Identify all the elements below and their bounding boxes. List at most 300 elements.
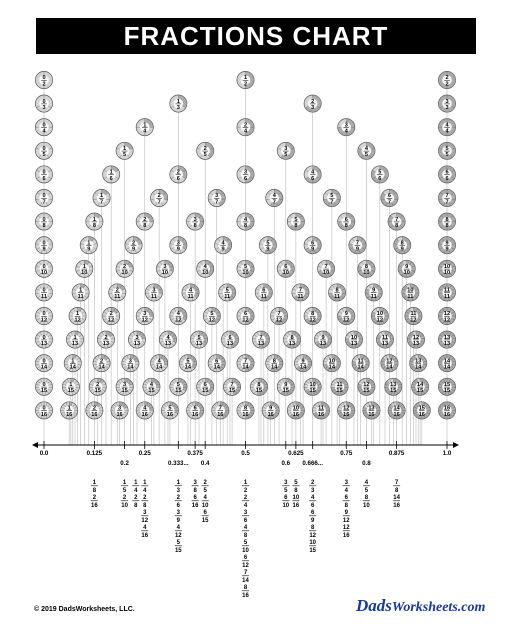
numerator: 5 <box>168 405 172 412</box>
numerator: 0 <box>42 193 46 200</box>
fraction-circle <box>97 331 114 348</box>
denominator: 9 <box>221 246 225 253</box>
fraction-circle <box>219 284 236 301</box>
equivalent-numerator: 9 <box>344 510 348 516</box>
numerator: 0 <box>42 240 46 247</box>
denominator: 13 <box>102 341 110 347</box>
numerator: 6 <box>262 287 266 294</box>
denominator: 11 <box>370 293 377 300</box>
denominator: 16 <box>40 411 48 418</box>
fraction-circle <box>323 355 340 372</box>
numerator: 1 <box>79 287 83 294</box>
numerator: 7 <box>230 382 234 388</box>
fraction-circle <box>252 331 269 348</box>
numerator: 2 <box>96 382 100 388</box>
equivalent-denominator: 5 <box>203 488 207 494</box>
fraction-circle <box>438 142 455 159</box>
denominator: 15 <box>202 388 209 395</box>
fraction-circle <box>197 142 214 159</box>
denominator: 5 <box>364 152 368 159</box>
denominator: 11 <box>187 293 194 300</box>
denominator: 5 <box>445 152 449 159</box>
denominator: 15 <box>336 388 343 395</box>
numerator: 16 <box>443 405 451 412</box>
fraction-circle <box>208 355 225 372</box>
numerator: 5 <box>330 193 334 200</box>
equivalent-numerator: 4 <box>243 525 248 531</box>
denominator: 5 <box>42 152 46 159</box>
denominator: 14 <box>443 364 451 371</box>
denominator: 12 <box>74 317 81 324</box>
denominator: 9 <box>131 246 136 253</box>
fraction-circle <box>103 307 120 324</box>
numerator: 4 <box>243 216 248 223</box>
numerator: 3 <box>128 358 132 365</box>
equivalent-numerator: 8 <box>243 585 248 591</box>
numerator: 4 <box>188 287 193 294</box>
fraction-circle <box>438 237 455 254</box>
fraction-circle <box>283 331 300 348</box>
numerator: 13 <box>443 334 451 341</box>
axis-tick-label: 0.333... <box>167 460 189 467</box>
numerator: 15 <box>418 405 425 412</box>
denominator: 13 <box>412 341 420 347</box>
equivalent-numerator: 2 <box>311 480 315 486</box>
denominator: 7 <box>387 199 391 206</box>
denominator: 9 <box>400 246 404 253</box>
numerator: 1 <box>123 146 127 152</box>
equivalent-denominator: 4 <box>243 503 248 509</box>
axis-arrow-right <box>453 442 459 448</box>
numerator: 0 <box>42 311 46 318</box>
equivalent-numerator: 14 <box>393 495 400 501</box>
denominator: 15 <box>417 388 424 395</box>
equivalent-column <box>292 480 299 509</box>
denominator: 5 <box>203 152 207 159</box>
numerator: 11 <box>336 382 343 388</box>
equivalent-numerator: 3 <box>143 510 147 516</box>
denominator: 10 <box>40 270 48 277</box>
denominator: 14 <box>98 364 105 371</box>
numerator: 7 <box>324 264 328 270</box>
equivalent-numerator: 6 <box>203 510 207 516</box>
fraction-circle <box>128 331 145 348</box>
equivalent-fractions <box>91 480 401 599</box>
numerator: 2 <box>115 287 119 294</box>
fraction-circle <box>116 142 133 159</box>
denominator: 8 <box>294 223 298 229</box>
numerator: 2 <box>104 334 108 341</box>
numerator: 0 <box>42 358 46 365</box>
fraction-circle <box>328 284 345 301</box>
fraction-circle <box>331 378 348 395</box>
numerator: 7 <box>395 216 399 223</box>
fraction-circle <box>277 378 294 395</box>
equivalent-numerator: 12 <box>342 525 350 531</box>
numerator: 9 <box>301 358 305 365</box>
numerator: 3 <box>445 98 449 105</box>
denominator: 15 <box>67 388 74 395</box>
brand-logo <box>356 596 485 616</box>
numerator: 8 <box>272 358 276 365</box>
denominator: 14 <box>184 364 192 371</box>
denominator: 15 <box>255 388 263 395</box>
numerator: 7 <box>298 287 303 294</box>
fraction-circle <box>215 237 232 254</box>
fraction-circle <box>223 378 240 395</box>
denominator: 12 <box>275 317 283 324</box>
fraction-circle <box>151 355 168 372</box>
fraction-circle <box>405 307 422 324</box>
fraction-circle <box>323 189 340 206</box>
equivalent-denominator: 5 <box>284 488 288 494</box>
equivalent-numerator: 10 <box>292 495 300 501</box>
fraction-circle <box>438 213 455 230</box>
numerator: 10 <box>292 405 299 412</box>
denominator: 16 <box>343 411 350 418</box>
equivalent-numerator: 3 <box>243 510 248 516</box>
numerator: 0 <box>42 75 46 82</box>
denominator: 14 <box>40 364 48 371</box>
equivalent-denominator: 8 <box>294 488 298 494</box>
denominator: 16 <box>267 411 274 418</box>
numerator: 5 <box>210 311 214 318</box>
numerator: 2 <box>143 216 147 223</box>
fraction-circle <box>136 307 153 324</box>
numerator: 6 <box>311 240 315 247</box>
numerator: 3 <box>163 264 167 270</box>
fraction-circle <box>438 402 455 419</box>
denominator: 16 <box>141 411 148 418</box>
fraction-circle <box>237 402 254 419</box>
denominator: 6 <box>378 175 382 182</box>
denominator: 8 <box>445 223 449 229</box>
denominator: 8 <box>395 223 399 229</box>
fraction-circle <box>208 189 225 206</box>
numerator: 4 <box>272 193 276 200</box>
denominator: 3 <box>42 105 46 111</box>
denominator: 6 <box>311 175 315 182</box>
equivalent-numerator: 3 <box>284 480 288 486</box>
equivalent-denominator: 10 <box>282 503 290 509</box>
fraction-circle <box>35 237 52 254</box>
equivalent-numerator: 2 <box>134 495 138 501</box>
numerator: 8 <box>290 334 294 341</box>
denominator: 13 <box>257 341 265 347</box>
numerator: 5 <box>225 287 229 294</box>
equivalent-numerator: 3 <box>193 480 197 486</box>
denominator: 3 <box>445 105 449 111</box>
numerator: 4 <box>143 405 147 412</box>
equivalent-numerator: 7 <box>394 480 399 486</box>
denominator: 9 <box>355 246 360 253</box>
fraction-circle <box>255 284 272 301</box>
fraction-circle <box>237 307 254 324</box>
fraction-circle <box>413 402 430 419</box>
fraction-circle <box>103 166 120 183</box>
numerator: 8 <box>311 311 315 318</box>
equivalent-numerator: 5 <box>243 540 248 546</box>
numerator: 3 <box>344 122 348 129</box>
equivalent-column <box>202 480 209 524</box>
fraction-circle <box>438 189 455 206</box>
fraction-circle <box>122 355 139 372</box>
numerator: 4 <box>364 146 368 152</box>
denominator: 9 <box>445 246 449 253</box>
fraction-circle <box>35 402 52 419</box>
numerator: 0 <box>42 264 46 270</box>
denominator: 13 <box>226 341 234 347</box>
fraction-circle <box>35 71 52 88</box>
equivalent-denominator: 8 <box>193 488 197 494</box>
numerator: 12 <box>412 334 420 341</box>
denominator: 14 <box>156 364 163 371</box>
denominator: 13 <box>133 341 141 347</box>
numerator: 11 <box>357 358 364 365</box>
numerator: 1 <box>100 193 104 200</box>
numerator: 0 <box>42 382 46 388</box>
fraction-circle <box>294 355 311 372</box>
equivalent-denominator: 12 <box>342 518 350 524</box>
denominator: 8 <box>42 223 46 229</box>
fraction-circle <box>376 331 393 348</box>
equivalent-denominator: 3 <box>176 488 180 494</box>
fraction-circle <box>304 95 321 112</box>
fraction-circle <box>197 260 214 277</box>
axis-tick-label: 0.666... <box>302 460 324 467</box>
numerator: 2 <box>109 311 113 318</box>
fraction-circle <box>352 355 369 372</box>
denominator: 15 <box>363 388 370 395</box>
equivalent-denominator: 10 <box>363 503 370 509</box>
equivalent-column <box>121 480 128 509</box>
axis-tick-label: 0.375 <box>187 450 203 457</box>
fraction-circle <box>314 331 331 348</box>
numerator: 6 <box>203 382 207 388</box>
denominator: 14 <box>271 364 278 371</box>
denominator: 16 <box>443 411 451 418</box>
denominator: 14 <box>127 364 134 371</box>
fraction-circle <box>438 331 455 348</box>
equivalent-denominator: 16 <box>292 503 300 509</box>
equivalent-denominator: 14 <box>242 578 249 584</box>
numerator: 2 <box>203 146 207 152</box>
fraction-circle <box>312 402 329 419</box>
fraction-circle <box>35 189 52 206</box>
numerator: 6 <box>193 405 197 412</box>
denominator: 3 <box>311 105 315 111</box>
page-title: FRACTIONS CHART <box>123 20 389 51</box>
equivalent-denominator: 8 <box>344 503 348 509</box>
equivalent-numerator: 6 <box>243 555 248 561</box>
fraction-circle <box>35 166 52 183</box>
numerator: 1 <box>176 98 180 105</box>
numerator: 1 <box>109 169 113 176</box>
denominator: 4 <box>243 128 248 135</box>
fraction-circle <box>136 119 153 136</box>
numerator: 5 <box>176 382 180 388</box>
equivalent-numerator: 4 <box>203 495 207 501</box>
numerator: 1 <box>76 311 80 318</box>
denominator: 9 <box>42 246 46 253</box>
numerator: 1 <box>71 358 75 365</box>
numerator: 7 <box>243 358 248 365</box>
denominator: 7 <box>272 199 276 206</box>
axis-tick-label: 0.2 <box>120 460 129 467</box>
denominator: 12 <box>376 317 383 324</box>
numerator: 2 <box>176 169 180 176</box>
equivalent-denominator: 9 <box>311 518 315 524</box>
fraction-circle <box>365 284 382 301</box>
numerator: 7 <box>259 334 263 341</box>
denominator: 15 <box>40 388 48 395</box>
numerator: 4 <box>157 358 161 365</box>
fraction-circle <box>170 307 187 324</box>
numerator: 4 <box>149 382 154 388</box>
fraction-circle <box>287 402 304 419</box>
denominator: 16 <box>217 411 224 418</box>
fraction-circle <box>438 95 455 112</box>
equivalent-column <box>91 480 98 509</box>
numerator: 1 <box>87 240 91 247</box>
denominator: 8 <box>344 223 348 229</box>
numerator: 1 <box>73 334 77 341</box>
denominator: 13 <box>319 341 327 347</box>
equivalent-column <box>309 480 316 554</box>
numerator: 13 <box>390 382 397 388</box>
axis-tick-label: 0.8 <box>362 460 371 467</box>
denominator: 14 <box>299 364 307 371</box>
denominator: 11 <box>150 293 157 300</box>
fraction-circle <box>72 284 89 301</box>
equivalent-denominator: 5 <box>364 488 369 494</box>
fraction-circle <box>381 189 398 206</box>
fraction-circle <box>61 402 78 419</box>
equivalent-numerator: 4 <box>143 525 147 531</box>
denominator: 13 <box>381 341 389 347</box>
fraction-circle <box>221 331 238 348</box>
denominator: 9 <box>311 246 315 253</box>
denominator: 8 <box>243 223 248 229</box>
fraction-circle <box>277 142 294 159</box>
numerator: 5 <box>378 169 382 176</box>
fraction-circle <box>388 402 405 419</box>
numerator: 13 <box>368 405 375 412</box>
numerator: 3 <box>243 169 248 176</box>
denominator: 16 <box>292 411 299 418</box>
numerator: 14 <box>417 382 424 388</box>
fraction-circle <box>69 307 86 324</box>
equivalent-denominator: 16 <box>242 593 249 599</box>
denominator: 10 <box>121 270 128 277</box>
equivalent-numerator: 4 <box>311 495 315 501</box>
fraction-circle <box>262 402 279 419</box>
denominator: 6 <box>42 175 46 182</box>
axis-arrow-left <box>32 442 38 448</box>
fraction-circle <box>35 119 52 136</box>
numerator: 9 <box>372 287 376 294</box>
numerator: 3 <box>118 405 122 412</box>
equivalent-numerator: 6 <box>284 495 288 501</box>
fraction-circle <box>35 378 52 395</box>
equivalent-numerator: 6 <box>193 495 197 501</box>
fraction-circle <box>64 355 81 372</box>
fraction-circle <box>358 378 375 395</box>
denominator: 15 <box>94 388 101 395</box>
fraction-circle <box>170 378 187 395</box>
fraction-circle <box>145 284 162 301</box>
numerator: 6 <box>243 311 248 318</box>
numerator: 8 <box>400 240 404 247</box>
fraction-circle <box>304 237 321 254</box>
fraction-circle <box>35 260 52 277</box>
denominator: 13 <box>350 341 358 347</box>
equivalent-denominator: 9 <box>176 518 180 524</box>
numerator: 15 <box>443 382 451 388</box>
equivalent-numerator: 6 <box>344 495 348 501</box>
denominator: 16 <box>242 411 249 418</box>
numerator: 12 <box>343 405 350 412</box>
fraction-circle <box>125 237 142 254</box>
numerator: 5 <box>186 358 190 365</box>
equivalent-denominator: 12 <box>309 533 317 539</box>
denominator: 13 <box>288 341 296 347</box>
fraction-circle <box>438 71 455 88</box>
denominator: 4 <box>143 128 147 135</box>
equivalent-numerator: 1 <box>176 480 180 486</box>
fraction-circle <box>338 307 355 324</box>
denominator: 7 <box>330 199 334 206</box>
numerator: 6 <box>445 169 449 176</box>
fraction-circle <box>93 355 110 372</box>
denominator: 13 <box>71 341 79 347</box>
fraction-circle <box>89 378 106 395</box>
fraction-circle <box>170 166 187 183</box>
fraction-circle <box>266 355 283 372</box>
equivalent-column <box>343 480 350 539</box>
logo-rest: Worksheets.com <box>391 600 486 615</box>
numerator: 11 <box>382 334 388 341</box>
denominator: 10 <box>322 270 330 277</box>
numerator: 4 <box>166 334 170 341</box>
equivalent-numerator: 3 <box>176 510 180 516</box>
numerator: 10 <box>376 311 383 318</box>
denominator: 6 <box>176 175 180 182</box>
denominator: 15 <box>228 388 236 395</box>
denominator: 16 <box>393 411 400 418</box>
denominator: 15 <box>148 388 155 395</box>
numerator: 0 <box>42 146 46 152</box>
equivalent-denominator: 15 <box>309 548 317 554</box>
denominator: 11 <box>41 293 47 300</box>
numerator: 1 <box>67 405 71 412</box>
denominator: 12 <box>343 317 350 324</box>
logo-brand: Dads <box>356 596 392 615</box>
fraction-circle <box>35 142 52 159</box>
denominator: 7 <box>42 199 46 206</box>
numerator: 0 <box>42 287 46 294</box>
denominator: 6 <box>445 175 449 182</box>
numerator: 3 <box>176 240 180 247</box>
equivalent-denominator: 6 <box>243 518 248 524</box>
equivalent-denominator: 8 <box>243 533 248 539</box>
numerator: 8 <box>364 264 368 270</box>
fraction-circle <box>179 355 196 372</box>
denominator: 10 <box>202 270 209 277</box>
denominator: 2 <box>42 81 46 88</box>
fraction-circle <box>156 260 173 277</box>
denominator: 5 <box>123 152 127 159</box>
